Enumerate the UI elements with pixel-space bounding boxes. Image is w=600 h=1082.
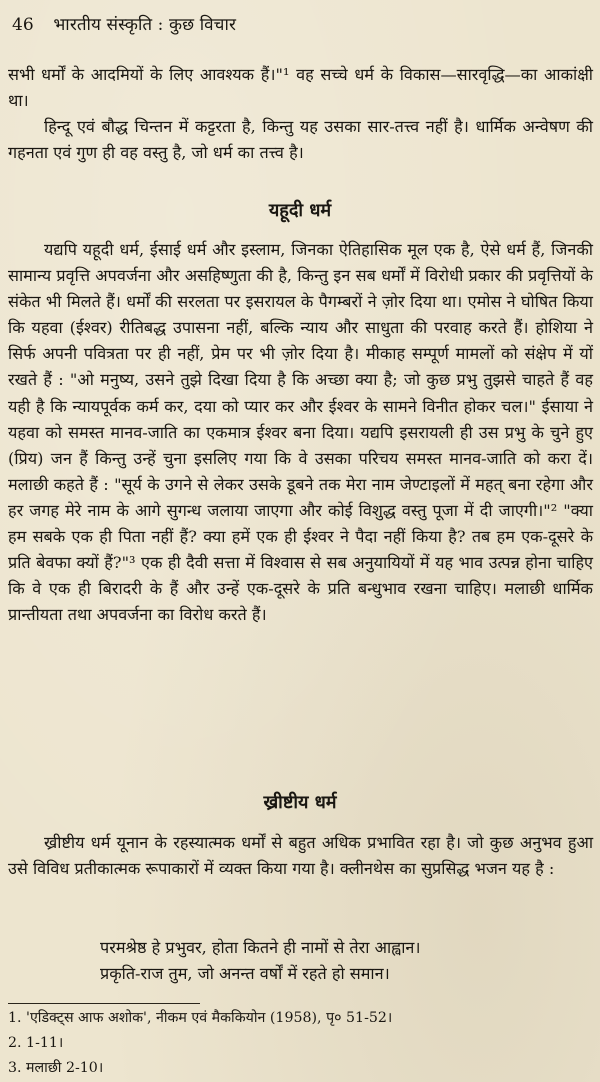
judaism-text — [8, 237, 593, 628]
footnotes — [8, 1006, 392, 1081]
christianity-paragraph: ख्रीष्टीय धर्म यूनान के रहस्यात्मक धर्मों से बहुत अधिक प्रभावित रहा है। जो कुछ अनुभव हुआ उसे विविध प्रतीकात्मक रूपाकारों में व्यक्त किया गया है। क्लीनथेस का सुप्रसिद्ध भजन यह है : — [8, 833, 593, 879]
intro-text — [8, 62, 593, 166]
hymn-line-1: परमश्रेष्ठ हे प्रभुवर, होता कितने ही नामों से तेरा आह्वान। — [100, 938, 421, 957]
hymn-verse — [8, 935, 593, 987]
judaism-paragraph: यद्यपि यहूदी धर्म, ईसाई धर्म और इस्लाम, जिनका ऐतिहासिक मूल एक है, ऐसे धर्म हैं, जिनकी सामान्य प्रवृत्ति अपवर्जना और असहिष्णुता की है, किन्तु इन सब धर्मों में विरोधी प्रकार की प्रवृत्तियों के संकेत भी मिलते हैं। धर्मों की सरलता पर इसरायल के पैगम्बरों ने ज़ोर दिया था। एमोस ने घोषित किया कि यहवा (ईश्वर) रीतिबद्ध उपासना नहीं, बल्कि न्याय और साधुता की परवाह करते हैं। होशिया ने सिर्फ अपनी पवित्रता पर ही नहीं, प्रेम पर भी ज़ोर दिया है। मीकाह सम्पूर्ण मामलों को संक्षेप में यों रखते हैं : "ओ मनुष्य, उसने तुझे दिखा दिया है कि अच्छा क्या है; जो कुछ प्रभु तुझसे चाहते हैं वह यही है कि न्यायपूर्वक कर्म कर, दया को प्यार कर और ईश्वर के सामने विनीत होकर चल।" ईसाया ने यहवा को समस्त मानव-जाति का एकमात्र ईश्वर बना दिया। यद्यपि इसरायली ही उस प्रभु के चुने हुए (प्रिय) जन हैं किन्तु उन्हें चुना इसलिए गया कि वे उसका परिचय समस्त मानव-जाति को करा दें। मलाछी कहते हैं : "सूर्य के उगने से लेकर उसके डूबने तक मेरा नाम जेण्टाइलों में महत् बना रहेगा और हर जगह मेरे नाम के आगे सुगन्ध जलाया जाएगा और कोई विशुद्ध वस्तु पूजा में दी जाएगी।"² "क्या हम सबके एक ही पिता नहीं हैं? क्या हमें एक ही ईश्वर ने पैदा नहीं किया है? तब हम एक-दूसरे के प्रति बेवफा क्यों हैं?"³ एक ही दैवी सत्ता में विश्वास से सब अनुयायियों में यह भाव उत्पन्न होना चाहिए कि वे एक ही बिरादरी के हैं और उन्हें एक-दूसरे के प्रति बन्धुभाव रखना चाहिए। मलाछी धार्मिक प्रान्तीयता तथा अपवर्जना का विरोध करते हैं। — [8, 240, 594, 625]
intro-paragraph-1: सभी धर्मों के आदमियों के लिए आवश्यक हैं।"¹ वह सच्चे धर्म के विकास—सारवृद्धि—का आकांक्षी था। — [8, 65, 593, 111]
footnote-2: 2. 1-11। — [8, 1035, 64, 1051]
footnote-3: 3. मलाछी 2-10। — [8, 1060, 104, 1076]
footnote-1: 1. 'एडिक्ट्स आफ अशोक', नीकम एवं मैककियोन (1958), पृ० 51-52। — [8, 1010, 393, 1026]
footnote-divider — [8, 1003, 200, 1004]
running-header — [12, 12, 236, 35]
heading-christianity: ख्रीष्टीय धर्म — [263, 792, 337, 813]
heading-judaism: यहूदी धर्म — [268, 200, 332, 221]
hymn-line-2: प्रकृति-राज तुम, जो अनन्त वर्षों में रहते हो समान। — [100, 964, 390, 983]
intro-paragraph-2: हिन्दू एवं बौद्ध चिन्तन में कट्टरता है, किन्तु यह उसका सार-तत्त्व नहीं है। धार्मिक अन्वेषण की गहनता एवं गुण ही वह वस्तु है, जो धर्म का तत्त्व है। — [8, 117, 593, 163]
christianity-text — [8, 830, 593, 882]
page-number: 46 — [12, 15, 34, 35]
book-title: भारतीय संस्कृति : कुछ विचार — [53, 15, 236, 35]
